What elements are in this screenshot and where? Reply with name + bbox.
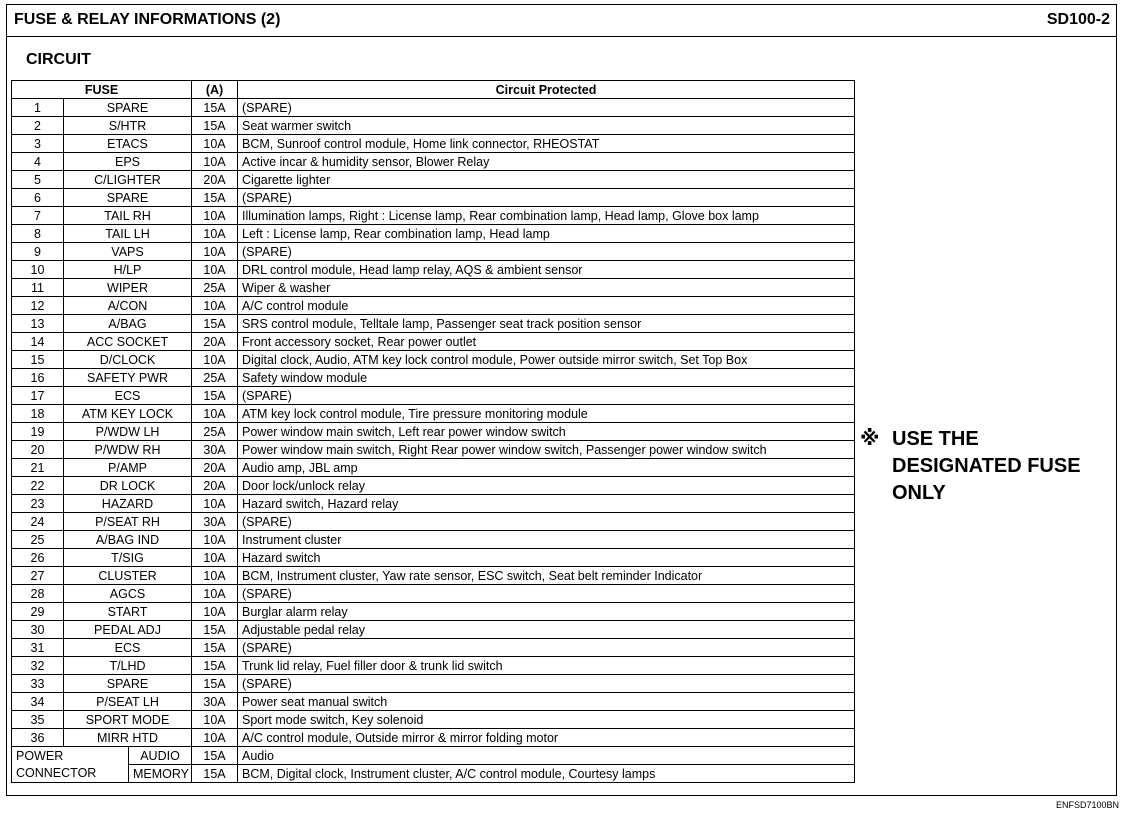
page-title: FUSE & RELAY INFORMATIONS (2) (14, 11, 281, 28)
fuse-amperage: 15A (192, 621, 238, 639)
fuse-amperage: 15A (192, 657, 238, 675)
fuse-name: C/LIGHTER (64, 171, 192, 189)
circuit-protected: Audio amp, JBL amp (238, 459, 855, 477)
fuse-name: P/WDW LH (64, 423, 192, 441)
table-row (12, 729, 855, 747)
circuit-protected: Front accessory socket, Rear power outlet (238, 333, 855, 351)
fuse-name: A/BAG IND (64, 531, 192, 549)
fuse-amperage: 10A (192, 549, 238, 567)
table-row (12, 477, 855, 495)
circuit-protected: Cigarette lighter (238, 171, 855, 189)
circuit-protected: (SPARE) (238, 585, 855, 603)
designated-fuse-note (860, 426, 1081, 507)
circuit-protected: (SPARE) (238, 387, 855, 405)
table-row (12, 333, 855, 351)
fuse-name: SPARE (64, 675, 192, 693)
power-connector-item: MEMORY (129, 765, 192, 783)
fuse-number: 8 (12, 225, 64, 243)
table-row (12, 297, 855, 315)
circuit-protected: Door lock/unlock relay (238, 477, 855, 495)
fuse-number: 6 (12, 189, 64, 207)
fuse-number: 21 (12, 459, 64, 477)
fuse-number: 11 (12, 279, 64, 297)
page-code: SD100-2 (1046, 11, 1110, 28)
fuse-name: ATM KEY LOCK (64, 405, 192, 423)
table-row (12, 135, 855, 153)
fuse-number: 30 (12, 621, 64, 639)
circuit-protected: BCM, Digital clock, Instrument cluster, A/C control module, Courtesy lamps (238, 765, 855, 783)
fuse-number: 20 (12, 441, 64, 459)
fuse-amperage: 25A (192, 423, 238, 441)
fuse-name: P/SEAT LH (64, 693, 192, 711)
fuse-number: 3 (12, 135, 64, 153)
fuse-amperage: 15A (192, 639, 238, 657)
table-row (12, 657, 855, 675)
fuse-amperage: 10A (192, 153, 238, 171)
fuse-amperage: 25A (192, 279, 238, 297)
fuse-amperage: 10A (192, 261, 238, 279)
fuse-amperage: 15A (192, 189, 238, 207)
fuse-number: 24 (12, 513, 64, 531)
circuit-protected: Power window main switch, Right Rear power window switch, Passenger power window switch (238, 441, 855, 459)
fuse-amperage: 20A (192, 333, 238, 351)
circuit-protected: (SPARE) (238, 513, 855, 531)
fuse-amperage: 10A (192, 225, 238, 243)
fuse-name: SAFETY PWR (64, 369, 192, 387)
fuse-name: DR LOCK (64, 477, 192, 495)
fuse-number: 32 (12, 657, 64, 675)
note-text-1: USE THE (892, 428, 979, 450)
fuse-amperage: 10A (192, 585, 238, 603)
table-row (12, 441, 855, 459)
fuse-name: T/LHD (64, 657, 192, 675)
table-row (12, 693, 855, 711)
fuse-number: 34 (12, 693, 64, 711)
fuse-number: 25 (12, 531, 64, 549)
fuse-number: 35 (12, 711, 64, 729)
fuse-amperage: 10A (192, 405, 238, 423)
section-title: CIRCUIT (26, 51, 91, 68)
fuse-amperage: 15A (192, 765, 238, 783)
fuse-name: SPARE (64, 189, 192, 207)
fuse-number: 36 (12, 729, 64, 747)
circuit-protected: ATM key lock control module, Tire pressure monitoring module (238, 405, 855, 423)
fuse-amperage: 15A (192, 315, 238, 333)
table-row (12, 261, 855, 279)
table-row (12, 747, 855, 765)
fuse-number: 4 (12, 153, 64, 171)
fuse-name: START (64, 603, 192, 621)
fuse-amperage: 10A (192, 711, 238, 729)
fuse-name: WIPER (64, 279, 192, 297)
fuse-amperage: 20A (192, 459, 238, 477)
circuit-protected: (SPARE) (238, 243, 855, 261)
fuse-amperage: 10A (192, 135, 238, 153)
fuse-amperage: 15A (192, 99, 238, 117)
table-row (12, 621, 855, 639)
power-connector-item: AUDIO (129, 747, 192, 765)
fuse-amperage: 10A (192, 351, 238, 369)
circuit-protected: SRS control module, Telltale lamp, Passenger seat track position sensor (238, 315, 855, 333)
fuse-name: ETACS (64, 135, 192, 153)
note-line-1 (860, 426, 1081, 453)
circuit-protected: BCM, Sunroof control module, Home link connector, RHEOSTAT (238, 135, 855, 153)
table-row (12, 567, 855, 585)
page-header (7, 5, 1116, 37)
circuit-protected: (SPARE) (238, 99, 855, 117)
fuse-number: 14 (12, 333, 64, 351)
table-row (12, 495, 855, 513)
fuse-number: 23 (12, 495, 64, 513)
fuse-number: 17 (12, 387, 64, 405)
fuse-amperage: 10A (192, 243, 238, 261)
circuit-protected: (SPARE) (238, 639, 855, 657)
fuse-number: 27 (12, 567, 64, 585)
fuse-rows (12, 99, 855, 783)
table-row (12, 711, 855, 729)
table-row (12, 639, 855, 657)
fuse-number: 15 (12, 351, 64, 369)
fuse-amperage: 20A (192, 477, 238, 495)
fuse-name: H/LP (64, 261, 192, 279)
power-connector-label-2: CONNECTOR (12, 765, 129, 783)
circuit-protected: Seat warmer switch (238, 117, 855, 135)
fuse-name: A/CON (64, 297, 192, 315)
fuse-number: 22 (12, 477, 64, 495)
fuse-amperage: 30A (192, 693, 238, 711)
fuse-number: 9 (12, 243, 64, 261)
table-row (12, 117, 855, 135)
circuit-protected: DRL control module, Head lamp relay, AQS & ambient sensor (238, 261, 855, 279)
header-circuit: Circuit Protected (238, 81, 855, 99)
fuse-amperage: 10A (192, 297, 238, 315)
table-row (12, 351, 855, 369)
note-text-2: DESIGNATED FUSE (892, 455, 1081, 477)
fuse-name: P/AMP (64, 459, 192, 477)
figure-code: ENFSD7100BN (1055, 800, 1119, 810)
fuse-amperage: 10A (192, 207, 238, 225)
fuse-number: 33 (12, 675, 64, 693)
circuit-protected: Adjustable pedal relay (238, 621, 855, 639)
fuse-amperage: 20A (192, 171, 238, 189)
fuse-amperage: 10A (192, 567, 238, 585)
fuse-table (11, 80, 855, 783)
fuse-name: EPS (64, 153, 192, 171)
table-row (12, 765, 855, 783)
fuse-number: 13 (12, 315, 64, 333)
table-row (12, 549, 855, 567)
circuit-protected: Power seat manual switch (238, 693, 855, 711)
fuse-name: MIRR HTD (64, 729, 192, 747)
fuse-number: 31 (12, 639, 64, 657)
circuit-protected: Trunk lid relay, Fuel filler door & trunk lid switch (238, 657, 855, 675)
circuit-protected: BCM, Instrument cluster, Yaw rate sensor, ESC switch, Seat belt reminder Indicator (238, 567, 855, 585)
table-row (12, 675, 855, 693)
circuit-protected: Power window main switch, Left rear power window switch (238, 423, 855, 441)
fuse-name: PEDAL ADJ (64, 621, 192, 639)
fuse-amperage: 25A (192, 369, 238, 387)
circuit-protected: Wiper & washer (238, 279, 855, 297)
circuit-protected: Hazard switch, Hazard relay (238, 495, 855, 513)
fuse-number: 2 (12, 117, 64, 135)
fuse-number: 19 (12, 423, 64, 441)
note-text-3: ONLY (892, 482, 946, 504)
table-row (12, 279, 855, 297)
fuse-amperage: 15A (192, 117, 238, 135)
fuse-name: SPORT MODE (64, 711, 192, 729)
circuit-protected: Burglar alarm relay (238, 603, 855, 621)
fuse-name: A/BAG (64, 315, 192, 333)
circuit-protected: Digital clock, Audio, ATM key lock control module, Power outside mirror switch, Set Top Box (238, 351, 855, 369)
circuit-protected: Safety window module (238, 369, 855, 387)
fuse-name: D/CLOCK (64, 351, 192, 369)
fuse-name: HAZARD (64, 495, 192, 513)
reference-mark-icon: ※ (860, 428, 880, 450)
table-row (12, 243, 855, 261)
header-fuse: FUSE (12, 81, 192, 99)
fuse-name: ECS (64, 639, 192, 657)
fuse-number: 18 (12, 405, 64, 423)
circuit-protected: (SPARE) (238, 675, 855, 693)
fuse-amperage: 30A (192, 513, 238, 531)
fuse-number: 26 (12, 549, 64, 567)
table-row (12, 531, 855, 549)
fuse-amperage: 15A (192, 747, 238, 765)
fuse-name: ACC SOCKET (64, 333, 192, 351)
fuse-name: S/HTR (64, 117, 192, 135)
circuit-protected: (SPARE) (238, 189, 855, 207)
table-row (12, 423, 855, 441)
circuit-protected: A/C control module (238, 297, 855, 315)
table-row (12, 405, 855, 423)
fuse-number: 12 (12, 297, 64, 315)
fuse-name: TAIL LH (64, 225, 192, 243)
fuse-name: VAPS (64, 243, 192, 261)
fuse-amperage: 10A (192, 603, 238, 621)
fuse-number: 16 (12, 369, 64, 387)
circuit-protected: Active incar & humidity sensor, Blower Relay (238, 153, 855, 171)
table-header-row (12, 81, 855, 99)
fuse-number: 5 (12, 171, 64, 189)
fuse-amperage: 10A (192, 495, 238, 513)
circuit-protected: Left : License lamp, Rear combination lamp, Head lamp (238, 225, 855, 243)
fuse-number: 29 (12, 603, 64, 621)
circuit-protected: Hazard switch (238, 549, 855, 567)
circuit-protected: Audio (238, 747, 855, 765)
fuse-number: 28 (12, 585, 64, 603)
circuit-protected: Instrument cluster (238, 531, 855, 549)
table-row (12, 513, 855, 531)
table-row (12, 171, 855, 189)
fuse-amperage: 30A (192, 441, 238, 459)
table-row (12, 225, 855, 243)
table-row (12, 585, 855, 603)
fuse-number: 7 (12, 207, 64, 225)
fuse-name: TAIL RH (64, 207, 192, 225)
fuse-number: 1 (12, 99, 64, 117)
fuse-amperage: 10A (192, 531, 238, 549)
fuse-name: SPARE (64, 99, 192, 117)
table-row (12, 189, 855, 207)
fuse-amperage: 15A (192, 387, 238, 405)
circuit-protected: Illumination lamps, Right : License lamp, Rear combination lamp, Head lamp, Glove box lamp (238, 207, 855, 225)
table-row (12, 459, 855, 477)
table-row (12, 207, 855, 225)
table-row (12, 153, 855, 171)
table-row (12, 369, 855, 387)
table-row (12, 99, 855, 117)
fuse-amperage: 10A (192, 729, 238, 747)
fuse-name: ECS (64, 387, 192, 405)
header-amp: (A) (192, 81, 238, 99)
fuse-name: AGCS (64, 585, 192, 603)
table-row (12, 387, 855, 405)
fuse-amperage: 15A (192, 675, 238, 693)
circuit-protected: Sport mode switch, Key solenoid (238, 711, 855, 729)
fuse-name: T/SIG (64, 549, 192, 567)
fuse-name: CLUSTER (64, 567, 192, 585)
power-connector-label-1: POWER (12, 747, 129, 765)
table-row (12, 603, 855, 621)
table-row (12, 315, 855, 333)
fuse-name: P/WDW RH (64, 441, 192, 459)
fuse-name: P/SEAT RH (64, 513, 192, 531)
circuit-protected: A/C control module, Outside mirror & mirror folding motor (238, 729, 855, 747)
fuse-number: 10 (12, 261, 64, 279)
